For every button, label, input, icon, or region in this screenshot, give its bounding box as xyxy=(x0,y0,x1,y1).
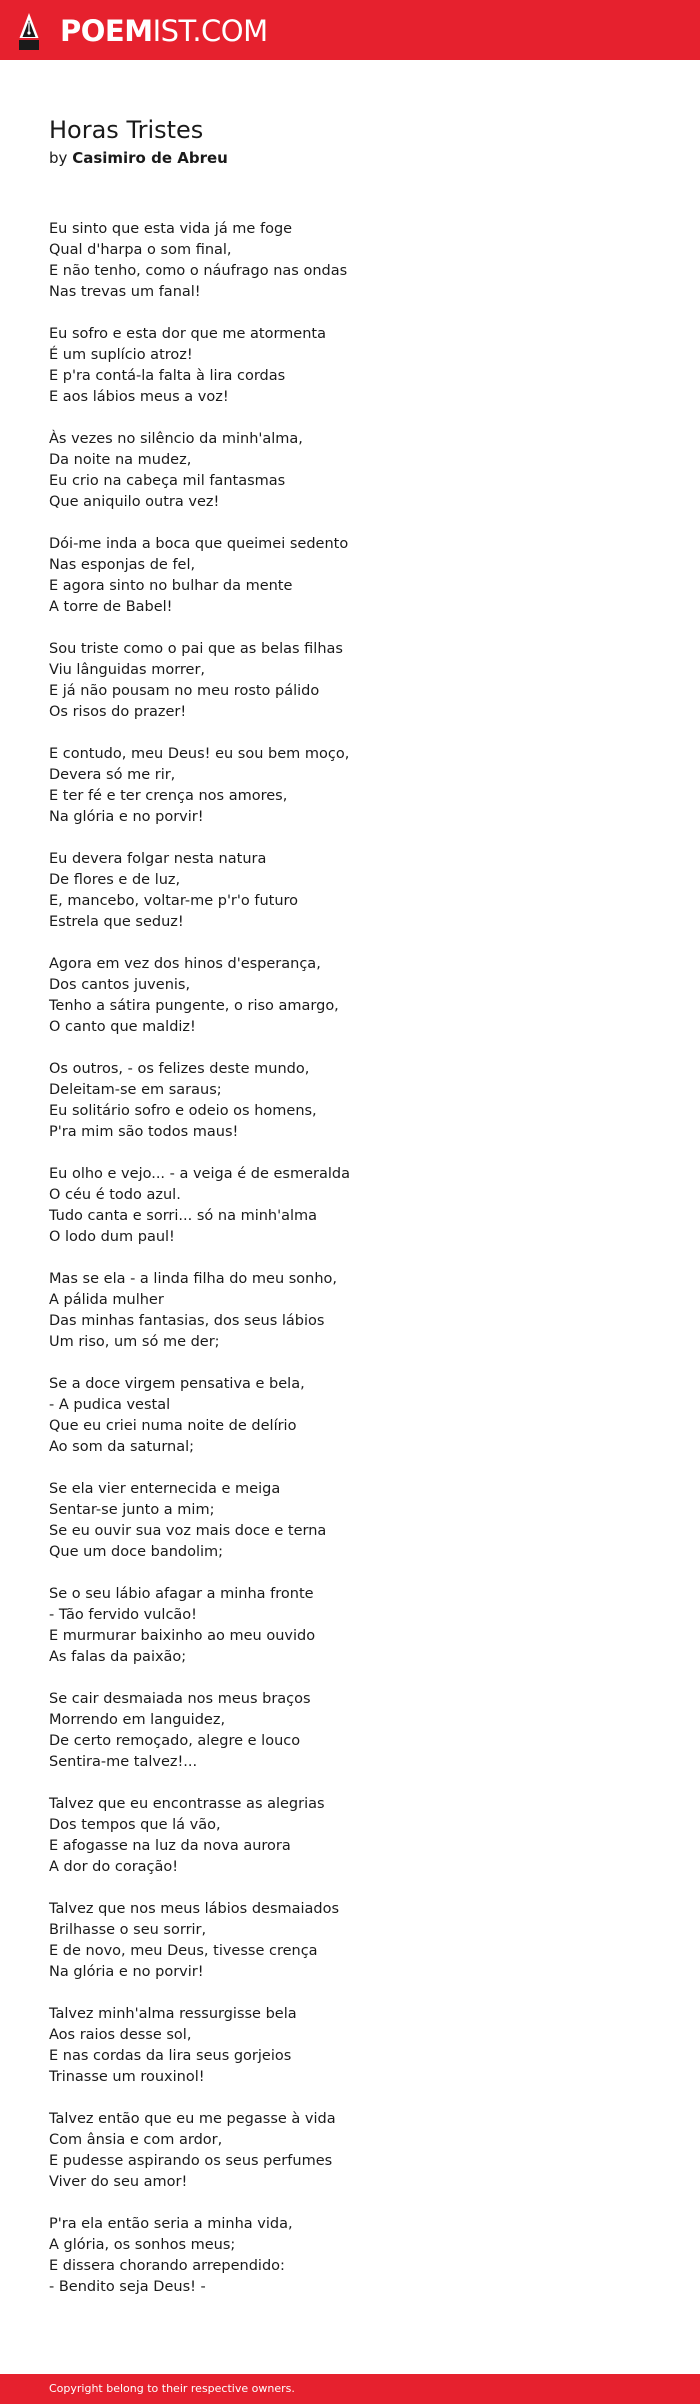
poem-line: Eu solitário sofro e odeio os homens, xyxy=(49,1103,317,1119)
poem-line: Tudo canta e sorri... só na minh'alma xyxy=(49,1208,318,1224)
poem-line: E nas cordas da lira seus gorjeios xyxy=(49,2048,292,2064)
poem-line: A torre de Babel! xyxy=(49,599,173,615)
poem-line: Sou triste como o pai que as belas filhas xyxy=(49,641,343,657)
poem-line: Brilhasse o seu sorrir, xyxy=(49,1922,207,1938)
poem-line: Eu crio na cabeça mil fantasmas xyxy=(49,473,286,489)
poem-line: - Bendito seja Deus! - xyxy=(49,2279,206,2295)
poem-heading xyxy=(49,115,228,169)
poem-line: Viu lânguidas morrer, xyxy=(49,662,206,678)
stanza xyxy=(49,1479,669,1563)
poem-line: Na glória e no porvir! xyxy=(49,809,204,825)
poem-line: Da noite na mudez, xyxy=(49,452,192,468)
poem-line: Deleitam-se em saraus; xyxy=(49,1082,222,1098)
poem-line: Dói-me inda a boca que queimei sedento xyxy=(49,536,349,552)
poem-line: Nas trevas um fanal! xyxy=(49,284,201,300)
poem-line: De flores e de luz, xyxy=(49,872,181,888)
poem-line: Eu sinto que esta vida já me foge xyxy=(49,221,293,237)
poem-line: Estrela que seduz! xyxy=(49,914,184,930)
site-header xyxy=(0,0,700,60)
poem-line: Os risos do prazer! xyxy=(49,704,187,720)
stanza xyxy=(49,1794,669,1878)
poem-line: Aos raios desse sol, xyxy=(49,2027,192,2043)
poem-line: Dos tempos que lá vão, xyxy=(49,1817,221,1833)
poem-line: Sentar-se junto a mim; xyxy=(49,1502,215,1518)
poem-body xyxy=(49,219,669,2319)
copyright-text: Copyright belong to their respective owners. xyxy=(49,2382,295,2395)
poem-line: E afogasse na luz da nova aurora xyxy=(49,1838,291,1854)
poem-line: Se cair desmaiada nos meus braços xyxy=(49,1691,311,1707)
poem-line: Nas esponjas de fel, xyxy=(49,557,196,573)
poem-line: Talvez que eu encontrasse as alegrias xyxy=(49,1796,325,1812)
poem-line: E aos lábios meus a voz! xyxy=(49,389,229,405)
stanza xyxy=(49,429,669,513)
poem-line: E ter fé e ter crença nos amores, xyxy=(49,788,288,804)
stanza xyxy=(49,849,669,933)
poem-line: É um suplício atroz! xyxy=(49,347,193,363)
stanza xyxy=(49,1059,669,1143)
poem-line: E contudo, meu Deus! eu sou bem moço, xyxy=(49,746,350,762)
poem-line: Um riso, um só me der; xyxy=(49,1334,220,1350)
poem-line: Qual d'harpa o som final, xyxy=(49,242,232,258)
site-footer xyxy=(0,2374,700,2404)
stanza xyxy=(49,2004,669,2088)
poem-line: - A pudica vestal xyxy=(49,1397,171,1413)
byline xyxy=(49,147,228,169)
poem-line: Eu sofro e esta dor que me atormenta xyxy=(49,326,326,342)
poem-line: E murmurar baixinho ao meu ouvido xyxy=(49,1628,316,1644)
stanza xyxy=(49,1269,669,1353)
pen-nib-icon xyxy=(18,11,40,51)
poem-line: E agora sinto no bulhar da mente xyxy=(49,578,293,594)
poem-line: O canto que maldiz! xyxy=(49,1019,196,1035)
stanza xyxy=(49,2214,669,2298)
poem-line: Se ela vier enternecida e meiga xyxy=(49,1481,281,1497)
site-logo[interactable] xyxy=(18,11,268,51)
logo-light-text: IST.COM xyxy=(152,14,268,48)
poem-line: O lodo dum paul! xyxy=(49,1229,175,1245)
poem-line: P'ra mim são todos maus! xyxy=(49,1124,239,1140)
poem-line: As falas da paixão; xyxy=(49,1649,187,1665)
stanza xyxy=(49,1164,669,1248)
author-name[interactable]: Casimiro de Abreu xyxy=(72,149,228,167)
poem-line: Agora em vez dos hinos d'esperança, xyxy=(49,956,321,972)
poem-line: Dos cantos juvenis, xyxy=(49,977,191,993)
poem-line: E pudesse aspirando os seus perfumes xyxy=(49,2153,333,2169)
poem-line: A dor do coração! xyxy=(49,1859,179,1875)
poem-line: - Tão fervido vulcão! xyxy=(49,1607,197,1623)
poem-line: Tenho a sátira pungente, o riso amargo, xyxy=(49,998,339,1014)
poem-line: Morrendo em languidez, xyxy=(49,1712,226,1728)
stanza xyxy=(49,1584,669,1668)
poem-line: Eu olho e vejo... - a veiga é de esmeralda xyxy=(49,1166,350,1182)
poem-line: Se eu ouvir sua voz mais doce e terna xyxy=(49,1523,327,1539)
poem-line: Ao som da saturnal; xyxy=(49,1439,195,1455)
poem-line: E, mancebo, voltar-me p'r'o futuro xyxy=(49,893,299,909)
poem-line: Com ânsia e com ardor, xyxy=(49,2132,223,2148)
poem-line: Que um doce bandolim; xyxy=(49,1544,224,1560)
stanza xyxy=(49,324,669,408)
poem-line: E p'ra contá-la falta à lira cordas xyxy=(49,368,286,384)
poem-line: Talvez então que eu me pegasse à vida xyxy=(49,2111,336,2127)
stanza xyxy=(49,219,669,303)
poem-line: Devera só me rir, xyxy=(49,767,176,783)
stanza xyxy=(49,1689,669,1773)
stanza xyxy=(49,954,669,1038)
poem-line: Sentira-me talvez!... xyxy=(49,1754,198,1770)
poem-line: Mas se ela - a linda filha do meu sonho, xyxy=(49,1271,338,1287)
poem-line: Talvez que nos meus lábios desmaiados xyxy=(49,1901,340,1917)
poem-line: Trinasse um rouxinol! xyxy=(49,2069,205,2085)
poem-line: Na glória e no porvir! xyxy=(49,1964,204,1980)
poem-line: E já não pousam no meu rosto pálido xyxy=(49,683,320,699)
stanza xyxy=(49,1374,669,1458)
poem-line: A pálida mulher xyxy=(49,1292,164,1308)
poem-line: Eu devera folgar nesta natura xyxy=(49,851,267,867)
poem-line: Se a doce virgem pensativa e bela, xyxy=(49,1376,305,1392)
poem-line: Os outros, - os felizes deste mundo, xyxy=(49,1061,310,1077)
stanza xyxy=(49,1899,669,1983)
poem-line: Das minhas fantasias, dos seus lábios xyxy=(49,1313,325,1329)
poem-line: De certo remoçado, alegre e louco xyxy=(49,1733,301,1749)
by-label: by xyxy=(49,149,68,167)
logo-wordmark xyxy=(60,11,268,51)
stanza xyxy=(49,2109,669,2193)
poem-line: E dissera chorando arrependido: xyxy=(49,2258,285,2274)
poem-line: Talvez minh'alma ressurgisse bela xyxy=(49,2006,297,2022)
stanza xyxy=(49,534,669,618)
poem-line: Que aniquilo outra vez! xyxy=(49,494,220,510)
poem-title: Horas Tristes xyxy=(49,116,204,144)
poem-line: Se o seu lábio afagar a minha fronte xyxy=(49,1586,314,1602)
poem-line: Às vezes no silêncio da minh'alma, xyxy=(49,431,303,447)
poem-line: A glória, os sonhos meus; xyxy=(49,2237,236,2253)
poem-line: O céu é todo azul. xyxy=(49,1187,181,1203)
stanza xyxy=(49,744,669,828)
poem-line: E de novo, meu Deus, tivesse crença xyxy=(49,1943,318,1959)
poem-line: Viver do seu amor! xyxy=(49,2174,188,2190)
poem-line: Que eu criei numa noite de delírio xyxy=(49,1418,297,1434)
poem-line: E não tenho, como o náufrago nas ondas xyxy=(49,263,348,279)
logo-bold-text: POEM xyxy=(60,14,153,48)
poem-line: P'ra ela então seria a minha vida, xyxy=(49,2216,293,2232)
stanza xyxy=(49,639,669,723)
